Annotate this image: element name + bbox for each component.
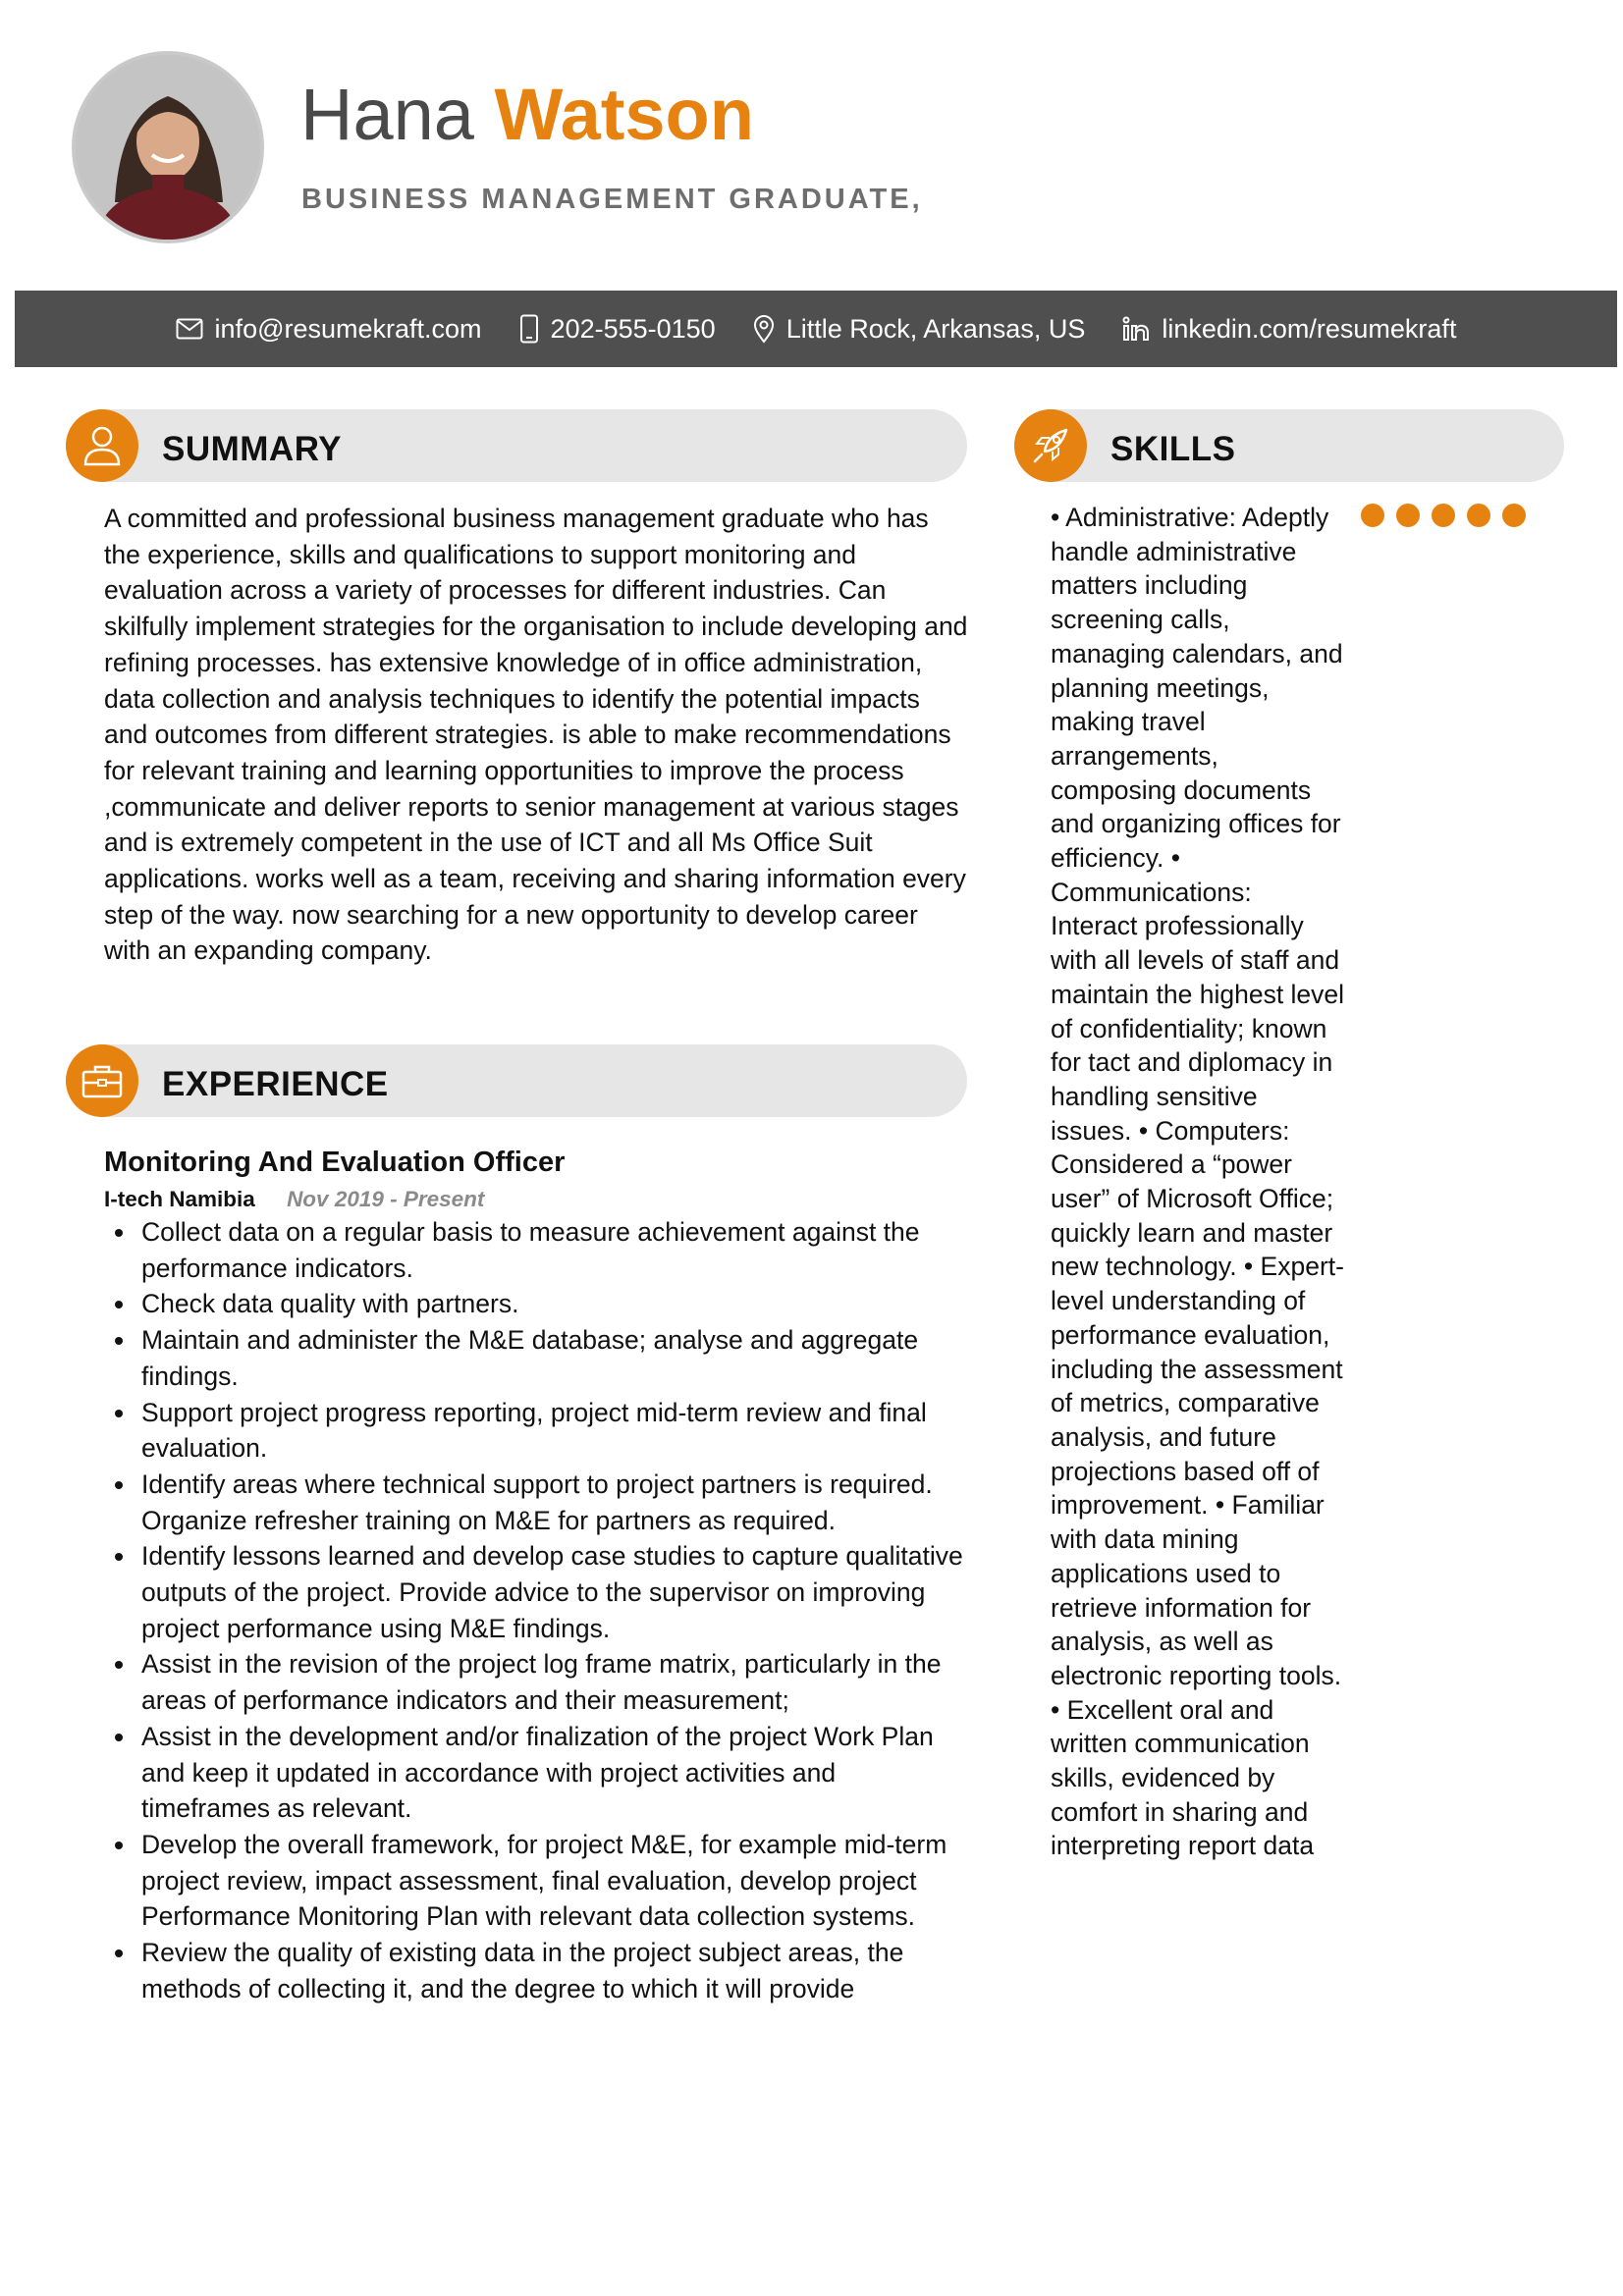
list-item: Collect data on a regular basis to measure achievement against the performance indicators. <box>104 1214 968 1286</box>
section-icon-badge <box>66 409 138 482</box>
phone-icon <box>519 314 539 344</box>
job-responsibilities <box>104 1214 968 2073</box>
summary-text: A committed and professional business management graduate who has the experience, skills and qualifications to support monitoring and evaluation across a variety of processes for different industries. Can skilfully implement strategies for the organisation to include developing and refining processes. has extensive knowledge of in office administration, data collection and analysis techniques to identify the potential impacts and outcomes from different strategies. is able to make recommendations for relevant training and learning opportunities to improve the process ,communicate and deliver reports to senior management at various stages and is extremely competent in the use of ICT and all Ms Office Suit applications. works well as a team, receiving and sharing information every step of the way. now searching for a new opportunity to develop career with an expanding company. <box>104 504 968 966</box>
list-item: Assist in the revision of the project log frame matrix, particularly in the areas of performance indicators and their measurement; <box>104 1646 968 1718</box>
rating-dot <box>1432 504 1455 527</box>
summary-section-header <box>66 409 967 482</box>
summary-heading: SUMMARY <box>162 430 343 468</box>
contact-bar <box>15 291 1617 367</box>
linkedin-text: linkedin.com/resumekraft <box>1162 313 1457 344</box>
contact-linkedin[interactable] <box>1122 314 1456 345</box>
job-meta <box>104 1187 484 1212</box>
list-item: Support project progress reporting, project mid-term review and final evaluation. <box>104 1395 968 1467</box>
briefcase-icon <box>81 1063 123 1098</box>
section-icon-badge <box>1014 409 1087 482</box>
list-item: Review the quality of existing data in the project subject areas, the methods of collecting it, and the degree to which it will provide <box>104 1935 968 2006</box>
skills-section-header <box>1014 409 1564 482</box>
job-dates: Nov 2019 - Present <box>287 1187 485 1211</box>
resume-header <box>0 0 1623 285</box>
linkedin-icon <box>1122 316 1150 342</box>
rating-dot <box>1396 504 1420 527</box>
rating-dot <box>1361 504 1384 527</box>
mail-icon <box>176 318 203 340</box>
list-item: Maintain and administer the M&E database; analyse and aggregate findings. <box>104 1322 968 1394</box>
job-title: Monitoring And Evaluation Officer <box>104 1147 566 1178</box>
experience-heading: EXPERIENCE <box>162 1065 389 1103</box>
rating-dot <box>1467 504 1490 527</box>
rating-dot <box>1502 504 1526 527</box>
rocket-icon <box>1031 426 1070 465</box>
location-pin-icon <box>753 314 775 344</box>
portrait-image <box>76 55 260 240</box>
job-company: I-tech Namibia <box>104 1187 255 1211</box>
skills-heading: SKILLS <box>1110 430 1236 468</box>
contact-email[interactable] <box>176 314 482 345</box>
list-item: Identify areas where technical support to project partners is required. Organize refresher training on M&E for partners as required. <box>104 1467 968 1538</box>
profile-photo <box>72 51 264 243</box>
full-name <box>300 74 754 155</box>
experience-section-header <box>66 1044 967 1117</box>
job-headline: BUSINESS MANAGEMENT GRADUATE, <box>301 184 923 215</box>
list-item: Identify lessons learned and develop case studies to capture qualitative outputs of the project. Provide advice to the supervisor on improving project performance using M&E findings. <box>104 1538 968 1646</box>
person-icon <box>82 425 122 466</box>
skill-rating <box>1361 504 1526 527</box>
list-item: Check data quality with partners. <box>104 1286 968 1322</box>
phone-text: 202-555-0150 <box>550 313 716 344</box>
list-item: Develop the overall framework, for project M&E, for example mid-term project review, impact assessment, final evaluation, develop project Performance Monitoring Plan with relevant data collection systems. <box>104 1827 968 1935</box>
contact-phone[interactable] <box>519 314 716 345</box>
contact-location <box>753 314 1086 345</box>
skills-text: • Administrative: Adeptly handle administrative matters including screening calls, managing calendars, and planning meetings, making travel arrangements, composing documents and organizing offices for efficiency. • Communications: Interact professionally with all levels of staff and maintain the highest level of confidentiality; known for tact and diplomacy in handling sensitive issues. • Computers: Considered a “power user” of Microsoft Office; quickly learn and master new technology. • Expert-level understanding of performance evaluation, including the assessment of metrics, comparative analysis, and future projections based off of improvement. • Familiar with data mining applications used to retrieve information for analysis, as well as electronic reporting tools. • Excellent oral and written communication skills, evidenced by comfort in sharing and interpreting report data <box>1051 503 1345 1861</box>
section-icon-badge <box>66 1044 138 1117</box>
last-name: Watson <box>494 74 754 155</box>
email-text: info@resumekraft.com <box>214 313 482 344</box>
first-name: Hana <box>300 74 474 155</box>
location-text: Little Rock, Arkansas, US <box>785 313 1086 344</box>
list-item: Assist in the development and/or finalization of the project Work Plan and keep it updated in accordance with project activities and timeframes as relevant. <box>104 1719 968 1827</box>
